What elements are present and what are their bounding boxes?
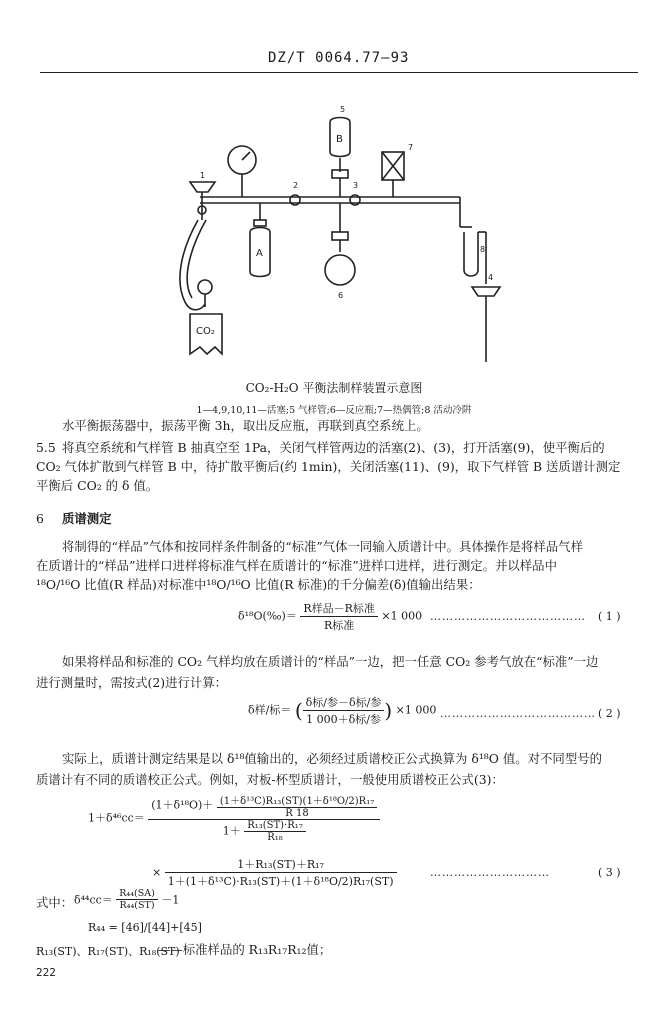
eq2-lhs: δ样/标＝ — [248, 703, 292, 717]
eq2-tail: ×1 000 — [395, 703, 437, 717]
rstd-symbols: R₁₃(ST)、R₁₇(ST)、R₁₈(ST) — [36, 945, 180, 958]
eq1-lhs: δ¹⁸O(‰)＝ — [238, 609, 297, 623]
delta44-tail: －1 — [161, 893, 180, 907]
label-6: 6 — [338, 291, 344, 300]
label-7: 7 — [408, 143, 414, 152]
label-5: 5 — [340, 105, 346, 114]
equation-3 — [88, 792, 380, 843]
eq3-leader: ………………………… — [430, 866, 550, 879]
eq3-big-denominator: 1＋(1＋δ¹³C)·R₁₃(ST)＋(1＋δ¹⁸O/2)R₁₇(ST) — [167, 875, 394, 888]
label-2: 2 — [293, 181, 299, 190]
apparatus-diagram — [160, 92, 510, 392]
rstd-description: ——标准样品的 R₁₃R₁₇R₁₂值； — [158, 942, 332, 957]
eq1-denominator: R标准 — [323, 619, 355, 632]
eq3-times: × — [152, 866, 162, 879]
eq3-num-a: (1＋δ¹⁸O)＋ — [151, 798, 214, 812]
text-line: 质谱计有不同的质谱校正公式。例如，对板-杯型质谱计，一般使用质谱校正公式(3)： — [36, 772, 504, 787]
header-rule — [40, 72, 638, 73]
label-1: 1 — [200, 171, 206, 180]
delta44-numerator: R₄₄(SA) — [116, 888, 158, 900]
text-line: CO₂ 气体扩散到气样管 B 中，待扩散平衡后(约 1min)，关闭活塞(11)、(9)，取下气样管 B 送质谱计测定 — [36, 459, 621, 474]
eq1-tail: ×1 000 — [381, 609, 423, 623]
where-label: 式中： — [36, 895, 74, 910]
eq3-den-b-bottom: R₁₈ — [267, 832, 283, 843]
eq1-numerator: R样品－R标准 — [300, 600, 378, 617]
section-number: 5.5 — [36, 440, 56, 455]
text-line: 水平衡振荡器中，振荡平衡 3h，取出反应瓶，再联到真空系统上。 — [62, 418, 429, 433]
eq3-num-b-bottom: R 18 — [285, 808, 309, 819]
text-line: 如果将样品和标准的 CO₂ 气样均放在质谱计的“样品”一边，把一任意 CO₂ 参考气放在“标准”一边 — [62, 654, 599, 669]
figure-legend: 1—4,9,10,11—活塞;5 气样管;6—反应瓶;7—热偶管;8 活动冷阱 — [196, 405, 472, 416]
label-4: 4 — [488, 273, 494, 282]
equation-1 — [238, 600, 422, 633]
eq1-leader: ………………………………… — [430, 610, 586, 623]
eq3-lhs: 1＋δ⁴⁶cc＝ — [88, 811, 145, 825]
letter-b: B — [336, 134, 343, 145]
text-line: 进行测量时，需按式(2)进行计算： — [36, 675, 228, 690]
eq2-denominator: 1 000＋δ标/参 — [306, 713, 381, 726]
eq3-den-b-top: R₁₃(ST)·R₁₇ — [244, 820, 306, 832]
section-number: 6 — [36, 511, 44, 526]
text-line: 将真空系统和气样管 B 抽真空至 1Pa，关闭气样管两边的活塞(2)、(3)，打开活塞(9)，使平衡后的 — [62, 440, 605, 455]
eq3-big-numerator: 1＋R₁₃(ST)＋R₁₇ — [165, 856, 397, 873]
delta44-lhs: δ⁴⁴cc＝ — [74, 893, 113, 907]
label-8: 8 — [480, 245, 486, 254]
text-line: 平衡后 CO₂ 的 δ 值。 — [36, 478, 159, 493]
eq2-leader: ………………………………… — [440, 707, 596, 720]
eq3-den-a: 1＋ — [222, 824, 241, 838]
eq2-numerator: δ标/参－δ标/参 — [303, 694, 385, 711]
eq3-number: ( 3 ) — [598, 866, 621, 879]
eq1-number: ( 1 ) — [598, 610, 621, 623]
section-title: 质谱测定 — [62, 511, 112, 526]
figure-caption: CO₂-H₂O 平衡法制样装置示意图 — [245, 381, 423, 395]
text-line: 在质谱计的“样品”进样口进样将标准气样在质谱计的“标准”进样口进样，进行测定。并以样品中 — [36, 558, 557, 573]
letter-a: A — [256, 248, 263, 259]
equation-3-factor — [152, 856, 397, 889]
delta44-denominator: R₄₄(ST) — [119, 900, 155, 911]
co2-label: CO₂ — [196, 326, 215, 337]
equation-2: δ样/标＝ ( $\frac{\text{δ标/参－δ标/参}}{\text{1 000＋δ标/参}}$ ) ×1 000 — [248, 696, 437, 726]
eq2-number: ( 2 ) — [598, 707, 621, 720]
delta44-definition — [74, 888, 179, 911]
page-number: 222 — [36, 966, 56, 979]
document-code: DZ/T 0064.77—93 — [268, 50, 410, 66]
label-3: 3 — [353, 181, 359, 190]
r44-definition: R₄₄ = [46]/[44]+[45] — [88, 921, 202, 934]
text-line: ¹⁸O/¹⁶O 比值(R 样品)对标准中¹⁸O/¹⁶O 比值(R 标准)的千分偏差(δ)值输出结果： — [36, 577, 481, 592]
text-line: 实际上，质谱计测定结果是以 δ¹⁸值输出的，必须经过质谱校正公式换算为 δ¹⁸O 值。对不同型号的 — [62, 751, 602, 766]
text-line: 将制得的“样品”气体和按同样条件制备的“标准”气体一同输入质谱计中。具体操作是将样品气样 — [62, 539, 583, 554]
eq3-num-b-top: (1＋δ¹³C)R₁₃(ST)(1＋δ¹⁸O/2)R₁₇ — [217, 792, 377, 808]
